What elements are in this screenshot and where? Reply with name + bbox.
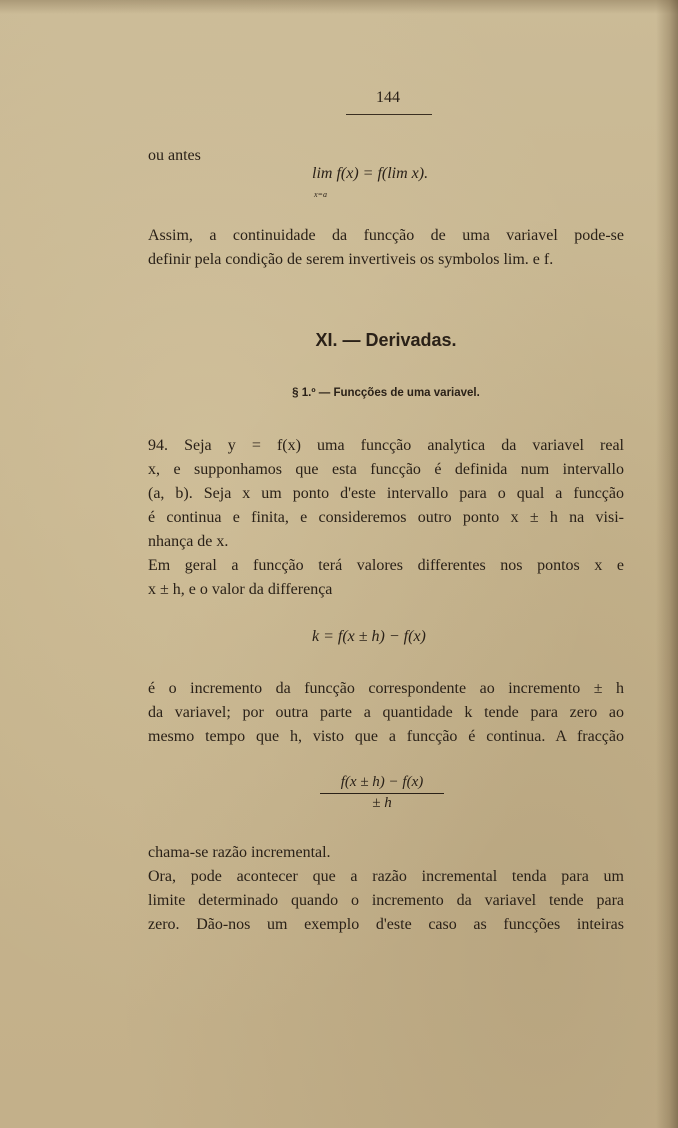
increment-formula: k = f(x ± h) − f(x) — [312, 628, 426, 645]
paragraph2-line5: nhança de x. — [148, 533, 229, 550]
incremental-ratio-fraction — [318, 774, 446, 812]
intro-text: ou antes — [148, 147, 201, 164]
paragraph3-line2: x ± h, e o valor da differença — [148, 581, 333, 598]
page-number: 144 — [376, 89, 400, 106]
section-title: XI. — Derivadas. — [315, 330, 457, 350]
paragraph2-line3: (a, b). Seja x um ponto d'este intervallo para o qual a funcção — [148, 485, 624, 502]
fraction-denominator: ± h — [372, 795, 392, 811]
paragraph6-line2: limite determinado quando o incremento da variavel tende para — [148, 892, 624, 909]
paragraph5-line1: chama-se razão incremental. — [148, 844, 331, 861]
limit-subscript: x=a — [314, 190, 327, 199]
paragraph2-line2: x, e supponhamos que esta funcção é definida num intervallo — [148, 461, 624, 478]
paragraph3-line1: Em geral a funcção terá valores differentes nos pontos x e — [148, 557, 624, 574]
paragraph4-line3: mesmo tempo que h, visto que a funcção é continua. A fracção — [148, 728, 624, 745]
paragraph6-line3: zero. Dão-nos um exemplo d'este caso as funcções inteiras — [148, 916, 624, 933]
page-top-shadow — [0, 0, 678, 14]
paragraph4-line2: da variavel; por outra parte a quantidade k tende para zero ao — [148, 704, 624, 721]
paragraph1-line1: Assim, a continuidade da funcção de uma variavel pode-se — [148, 227, 624, 244]
fraction-numerator: f(x ± h) − f(x) — [340, 774, 424, 790]
paragraph2-line1: 94. Seja y = f(x) uma funcção analytica da variavel real — [148, 437, 624, 454]
paragraph6-line1: Ora, pode acontecer que a razão incremental tenda para um — [148, 868, 624, 885]
page-number-rule — [346, 114, 432, 115]
subsection-title: § 1.º — Funcções de uma variavel. — [292, 387, 480, 399]
paragraph4-line1: é o incremento da funcção correspondente ao incremento ± h — [148, 680, 624, 697]
paragraph2-line4: é continua e finita, e consideremos outro ponto x ± h na visi- — [148, 509, 624, 526]
page-right-shadow — [656, 0, 678, 1128]
limit-formula: lim f(x) = f(lim x). — [312, 165, 429, 182]
paragraph1-line2: definir pela condição de serem invertiveis os symbolos lim. e f. — [148, 251, 554, 268]
